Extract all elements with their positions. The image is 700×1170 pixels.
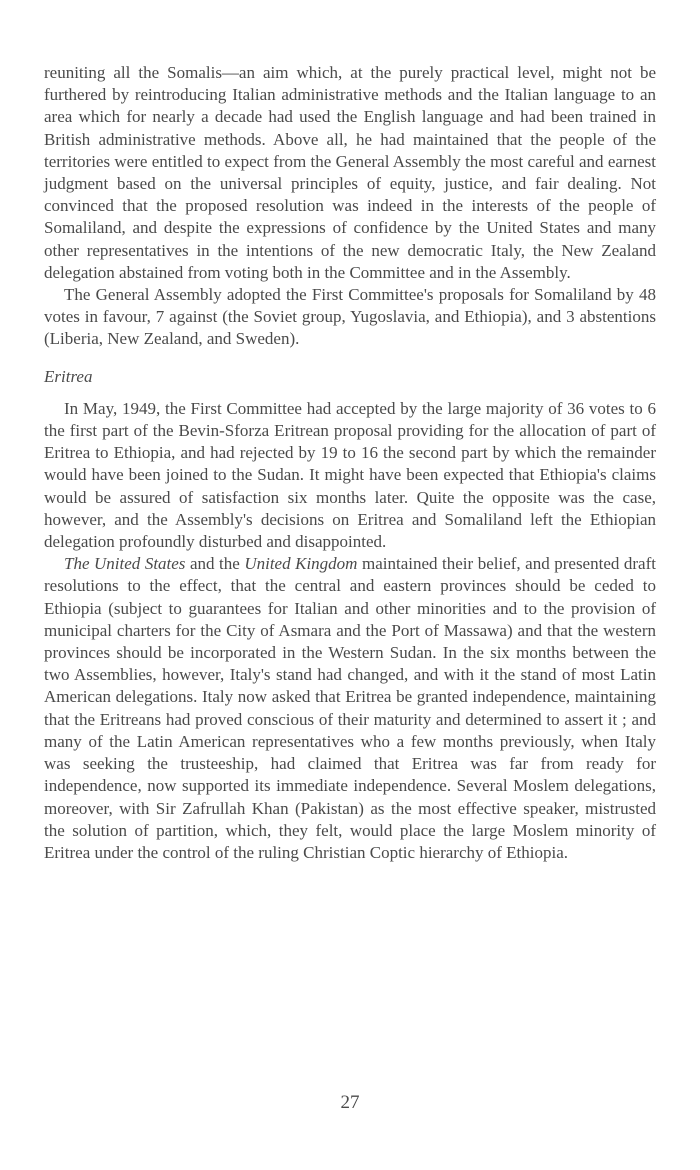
paragraph-eritrea-resolutions [44,553,656,864]
section-heading-eritrea: Eritrea [44,366,93,386]
text-resolutions-body: maintained their belief, and presented draft resolutions to the effect, that the central and eastern provinces should be ceded to Ethiopia (subject to guarantees for Italian and other minorities and to the provision of municipal charters for the City of Asmara and the Port of Massawa) and that the western provinces should be incorporated in the Western Sudan. In the six months between the two Assemblies, however, Italy's stand had changed, and with it the stand of most Latin American delegations. Italy now asked that Eritrea be granted independence, maintaining that the Eritreans had proved conscious of their maturity and determined to assert it ; and many of the Latin American representatives who a few months previously, when Italy was seeking the trusteeship, had claimed that Eritrea was far from ready for independence, now supported its immediate independence. Several Moslem delegations, moreover, with Sir Zafrullah Khan (Pakistan) as the most effective speaker, mistrusted the solution of partition, which, they felt, would place the large Moslem minority of Eritrea under the control of the ruling Christian Coptic hierarchy of Ethiopia. [44,554,656,862]
paragraph-somaliland-continued: reuniting all the Somalis—an aim which, at the purely practical level, might not be furthered by reintroducing Italian administrative methods and the Italian language to an area which for nearly a decade had used the English language and had been trained in British administrative methods. Above all, he had maintained that the people of the territories were entitled to expect from the General Assembly the most careful and earnest judgment based on the universal principles of equity, justice, and fair dealing. Not convinced that the proposed resolution was indeed in the interests of the people of Somaliland, and despite the expressions of confidence by the United States and many other representatives in the intentions of the new democratic Italy, the New Zealand delegation abstained from voting both in the Committee and in the Assembly. [44,63,656,282]
italic-united-kingdom: United Kingdom [244,554,358,574]
page-number: 27 [340,1092,360,1113]
italic-united-states: The United States [64,554,186,574]
paragraph-eritrea-first-committee: In May, 1949, the First Committee had accepted by the large majority of 36 votes to 6 the first part of the Bevin-Sforza Eritrean proposal providing for the allocation of part of Eritrea to Ethiopia, and had rejected by 19 to 16 the second part by which the remainder would have been joined to the Sudan. It might have been expected that Ethiopia's claims would be assured of satisfaction six months later. Quite the opposite was the case, however, and the Assembly's decisions on Eritrea and Somaliland left the Ethiopian delegation profoundly disturbed and disappointed. [44,398,656,552]
text-and-the: and the [185,554,245,574]
paragraph-somaliland-vote: The General Assembly adopted the First Committee's proposals for Somaliland by 48 votes in favour, 7 against (the Soviet group, Yugoslavia, and Ethiopia), and 3 abstentions (Liberia, New Zealand, and Sweden). [44,285,656,349]
document-page [44,62,656,864]
